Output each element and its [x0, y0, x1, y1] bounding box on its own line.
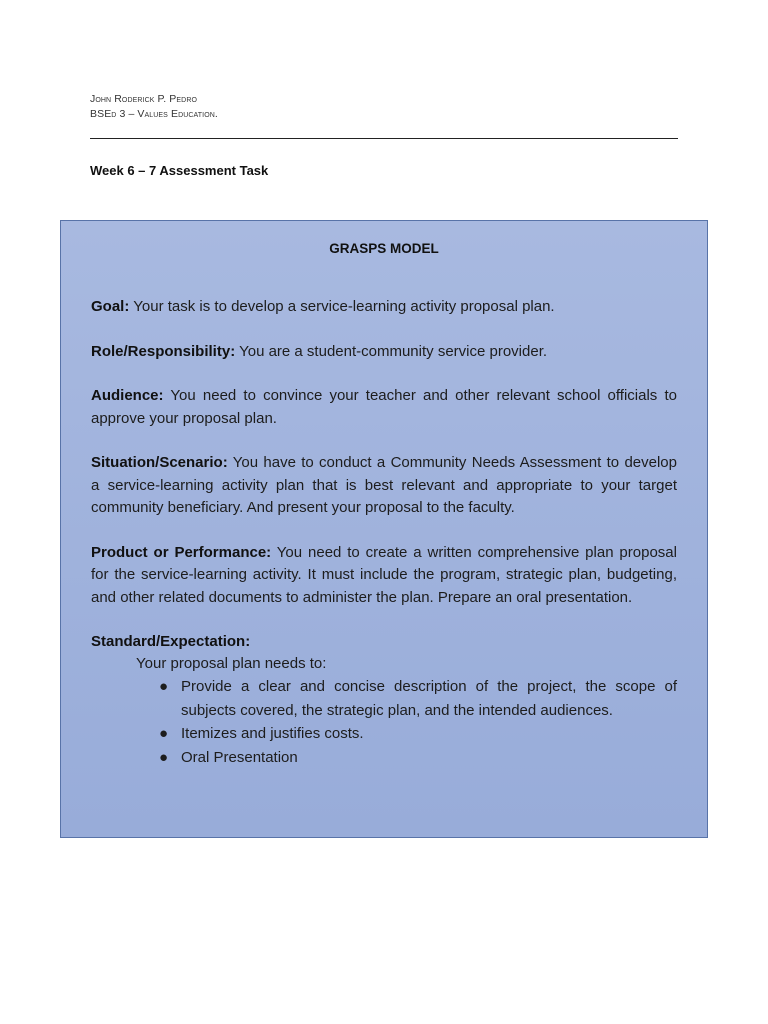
- bullet-icon: ●: [159, 748, 169, 766]
- grasps-model-box: [60, 220, 708, 838]
- audience-label: Audience:: [91, 387, 164, 404]
- situation-text: You have to conduct a Community Needs Assessment to develop a service-learning activity plan that is best relevant and appropriate to your target community beneficiary. And present your proposal to the faculty.: [91, 454, 677, 516]
- document-header: [90, 92, 218, 122]
- author-name: John Roderick P. Pedro: [90, 93, 198, 105]
- standard-label: Standard/Expectation:: [91, 633, 251, 650]
- situation-label: Situation/Scenario:: [91, 454, 228, 471]
- standard-intro: Your proposal plan needs to:: [136, 655, 327, 672]
- header-divider: [90, 138, 678, 139]
- role-label: Role/Responsibility:: [91, 342, 236, 360]
- list-item: [159, 746, 677, 770]
- audience-paragraph: [91, 385, 677, 430]
- audience-text: You need to convince your teacher and other relevant school officials to approve your proposal plan.: [91, 387, 677, 427]
- goal-paragraph: [91, 296, 677, 319]
- role-text: You are a student-community service provider.: [239, 342, 548, 360]
- product-paragraph: [91, 542, 677, 610]
- standard-list: [91, 675, 677, 769]
- product-text: You need to create a written comprehensive plan proposal for the service-learning activity. It must include the program, strategic plan, budgeting, and other related documents to administer the plan. Prepare an oral presentation.: [91, 543, 677, 606]
- list-item-text: Itemizes and justifies costs.: [181, 725, 364, 742]
- list-item: [159, 675, 677, 722]
- course-line: BSEd 3 – Values Education.: [90, 108, 218, 120]
- page-title: Week 6 – 7 Assessment Task: [90, 163, 269, 178]
- situation-paragraph: [91, 452, 677, 520]
- goal-label: Goal:: [91, 298, 130, 315]
- role-paragraph: [91, 341, 677, 364]
- bullet-icon: ●: [159, 725, 169, 742]
- list-item: [159, 722, 677, 746]
- bullet-icon: ●: [159, 678, 169, 695]
- list-item-text: Provide a clear and concise description of the project, the scope of subjects covered, the strategic plan, and the intended audiences.: [181, 678, 677, 719]
- grasps-title: GRASPS MODEL: [329, 241, 439, 256]
- goal-text: Your task is to develop a service-learning activity proposal plan.: [133, 298, 555, 315]
- list-item-text: Oral Presentation: [181, 748, 298, 766]
- product-label: Product or Performance:: [91, 543, 272, 561]
